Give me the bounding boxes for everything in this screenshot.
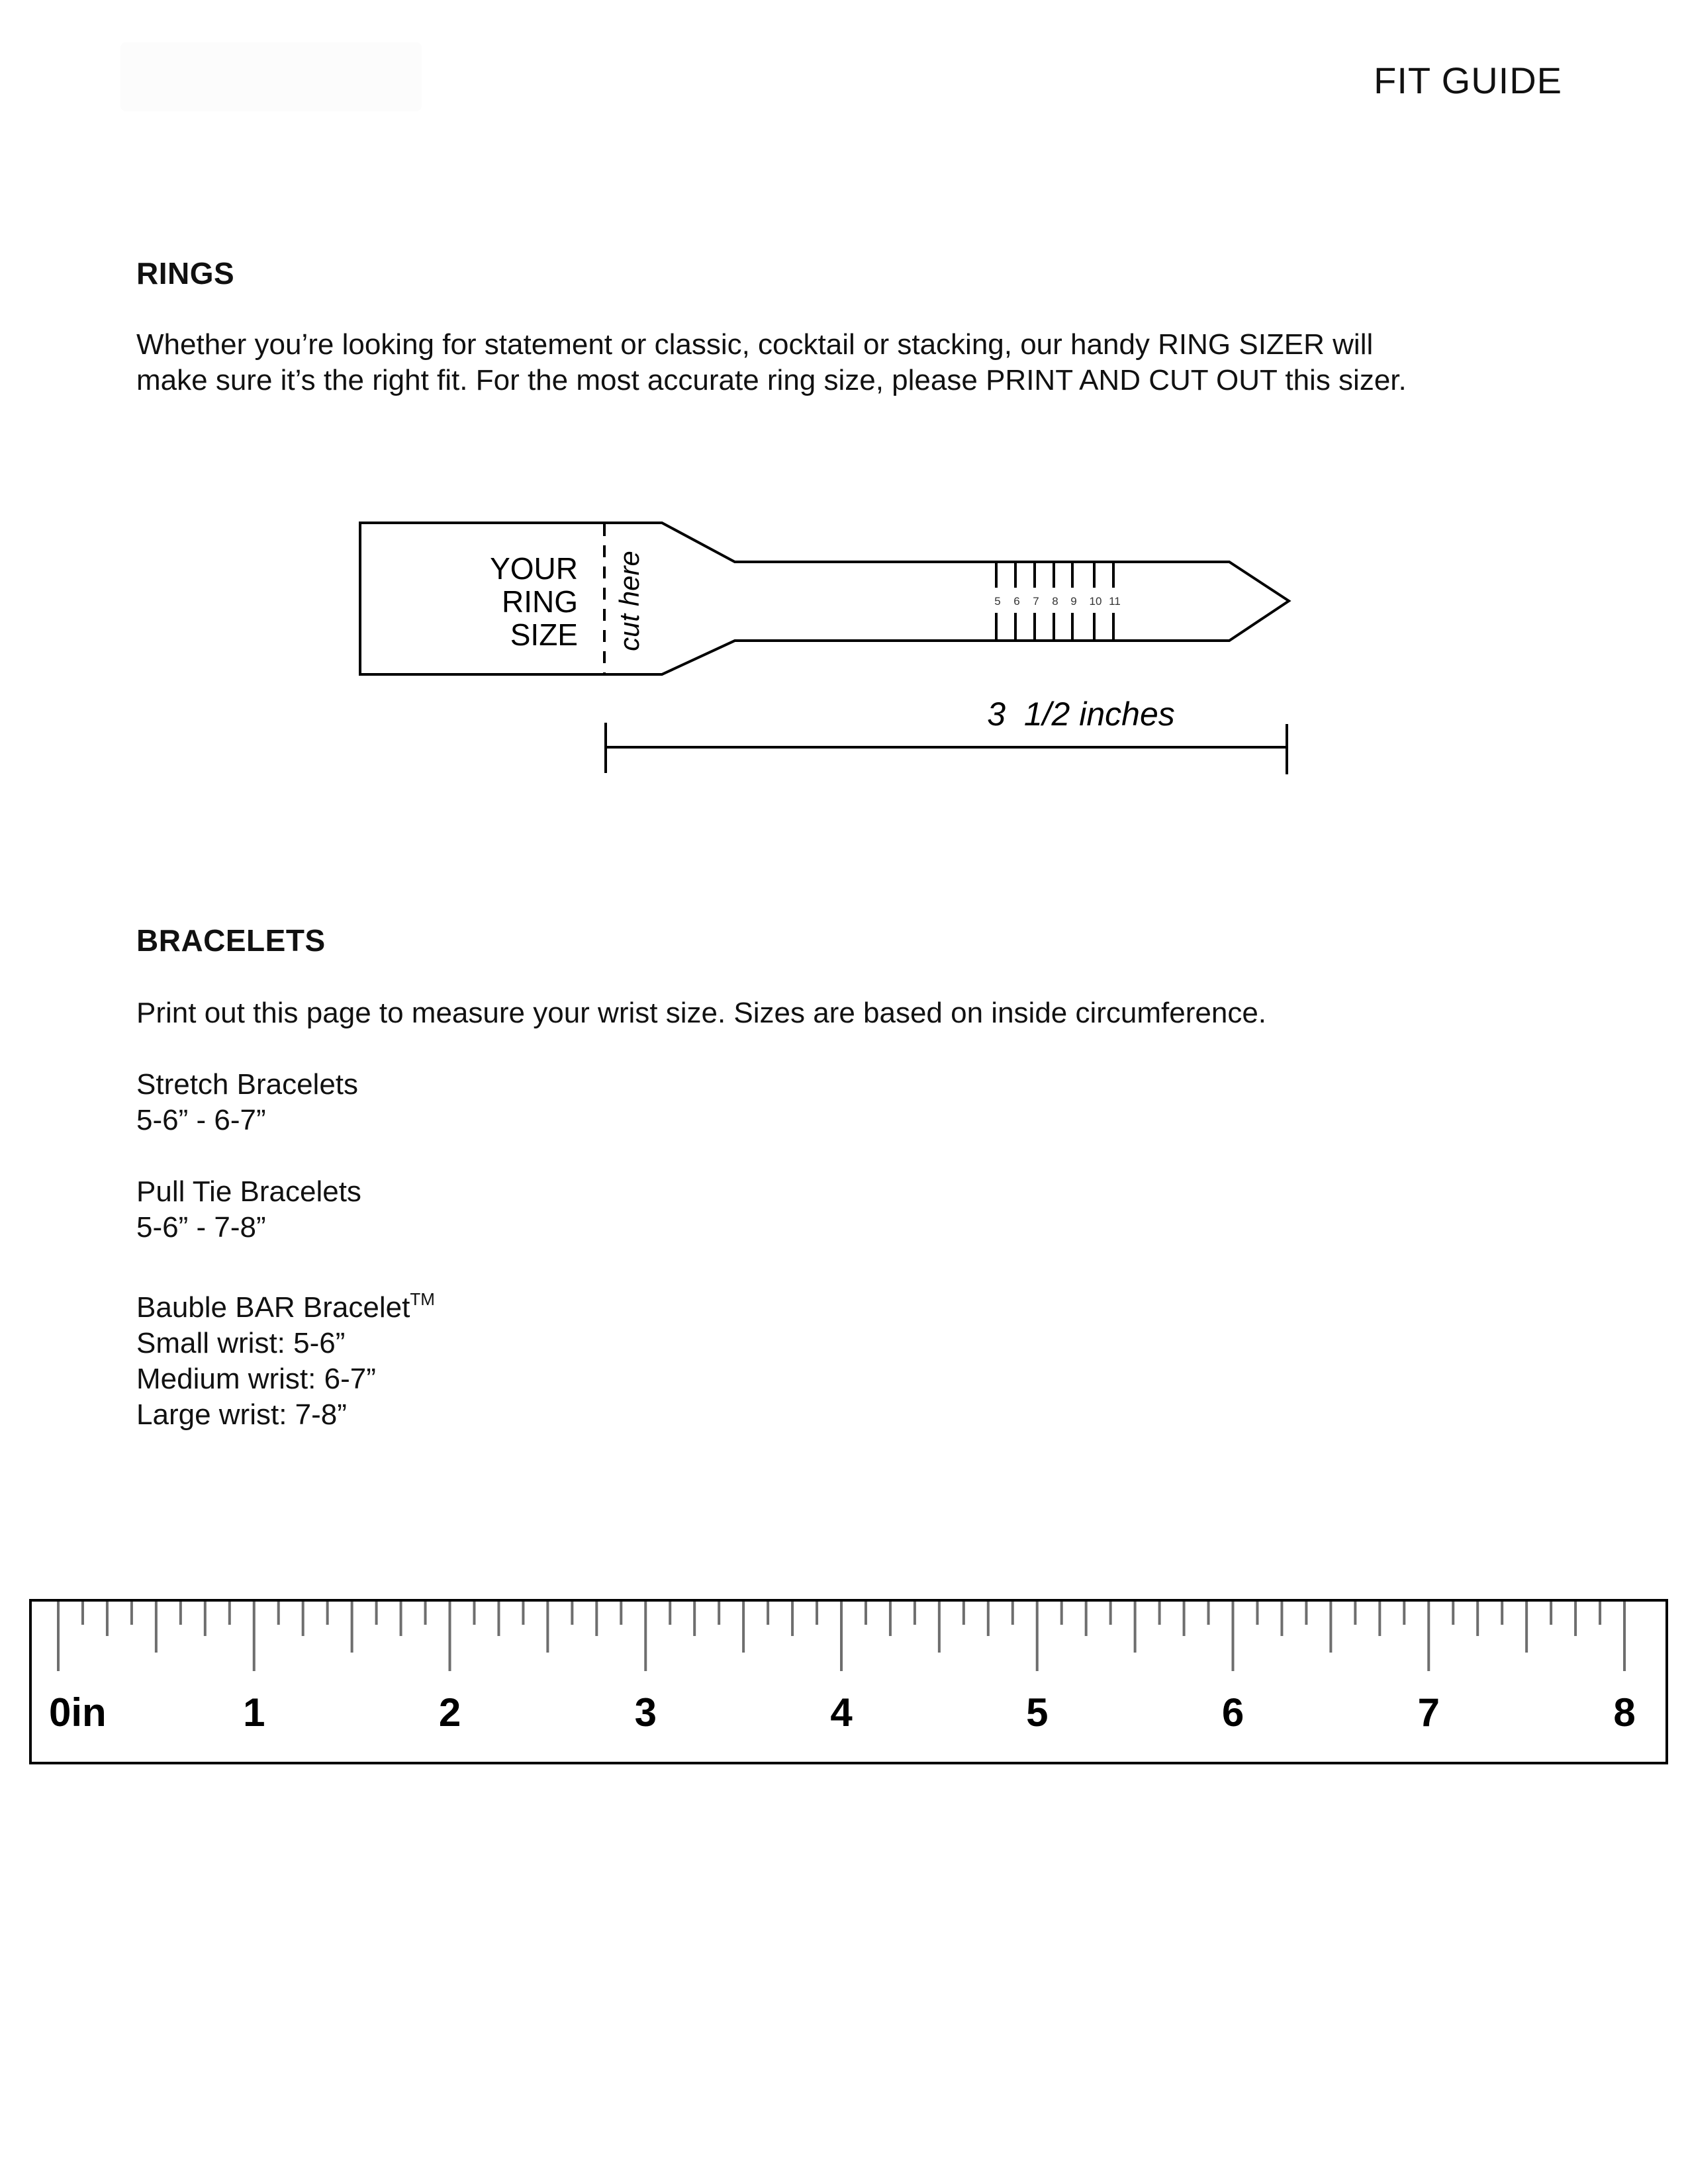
ring-sizer-outline bbox=[360, 523, 1289, 674]
ring-size-number: 10 bbox=[1089, 595, 1102, 608]
ruler-label: 1 bbox=[243, 1690, 265, 1735]
trademark-mark: TM bbox=[410, 1289, 435, 1309]
rings-intro-line-2: make sure it’s the right fit. For the most accurate ring size, please PRINT AND CUT OUT this sizer. bbox=[136, 364, 1407, 396]
bracelet-group-title bbox=[136, 1281, 1266, 1326]
bracelet-size-range: Small wrist: 5-6” bbox=[136, 1327, 346, 1359]
rings-intro-line-1: Whether you’re looking for statement or classic, cocktail or stacking, our handy RING SIZER will bbox=[136, 328, 1374, 361]
inch-ruler bbox=[0, 1575, 1688, 1787]
ruler-label: 2 bbox=[438, 1690, 461, 1735]
ruler-label: 4 bbox=[830, 1690, 853, 1735]
bracelet-size-range: Medium wrist: 6-7” bbox=[136, 1363, 376, 1395]
ruler-label: 8 bbox=[1613, 1690, 1636, 1735]
ruler-label: 5 bbox=[1026, 1690, 1049, 1735]
bracelet-size-range: Large wrist: 7-8” bbox=[136, 1398, 347, 1431]
bracelet-group-name: Pull Tie Bracelets bbox=[136, 1175, 361, 1208]
length-label: 3 1/2 inches bbox=[987, 696, 1175, 733]
rings-heading: RINGS bbox=[136, 256, 235, 291]
ring-size-label-line-1: YOUR bbox=[490, 551, 578, 586]
bracelets-content bbox=[136, 995, 1266, 1433]
ring-size-number: 5 bbox=[994, 595, 1001, 608]
bracelets-intro: Print out this page to measure your wrist size. Sizes are based on inside circumference. bbox=[136, 997, 1267, 1029]
ring-size-number: 8 bbox=[1052, 595, 1058, 608]
ring-size-number: 9 bbox=[1070, 595, 1077, 608]
ring-sizer-diagram bbox=[0, 0, 1688, 794]
bracelets-heading: BRACELETS bbox=[136, 923, 326, 958]
ruler-label: 3 bbox=[634, 1690, 657, 1735]
ruler-label: 0in bbox=[49, 1690, 107, 1735]
page-title: FIT GUIDE bbox=[1374, 60, 1562, 101]
ring-size-number: 11 bbox=[1109, 595, 1121, 608]
cut-here-label: cut here bbox=[614, 551, 645, 651]
ruler-label: 6 bbox=[1221, 1690, 1244, 1735]
bracelet-size-range: 5-6” - 6-7” bbox=[136, 1104, 266, 1136]
bracelet-size-range: 5-6” - 7-8” bbox=[136, 1211, 266, 1244]
bracelet-group-name: Bauble BAR Bracelet bbox=[136, 1291, 410, 1324]
ring-size-number: 7 bbox=[1033, 595, 1039, 608]
bracelet-group-name: Stretch Bracelets bbox=[136, 1068, 359, 1101]
ring-size-number: 6 bbox=[1013, 595, 1020, 608]
ring-size-label-line-3: SIZE bbox=[510, 617, 578, 652]
ruler-frame bbox=[30, 1600, 1667, 1763]
ring-size-label-line-2: RING bbox=[502, 584, 578, 619]
ruler-label: 7 bbox=[1417, 1690, 1440, 1735]
